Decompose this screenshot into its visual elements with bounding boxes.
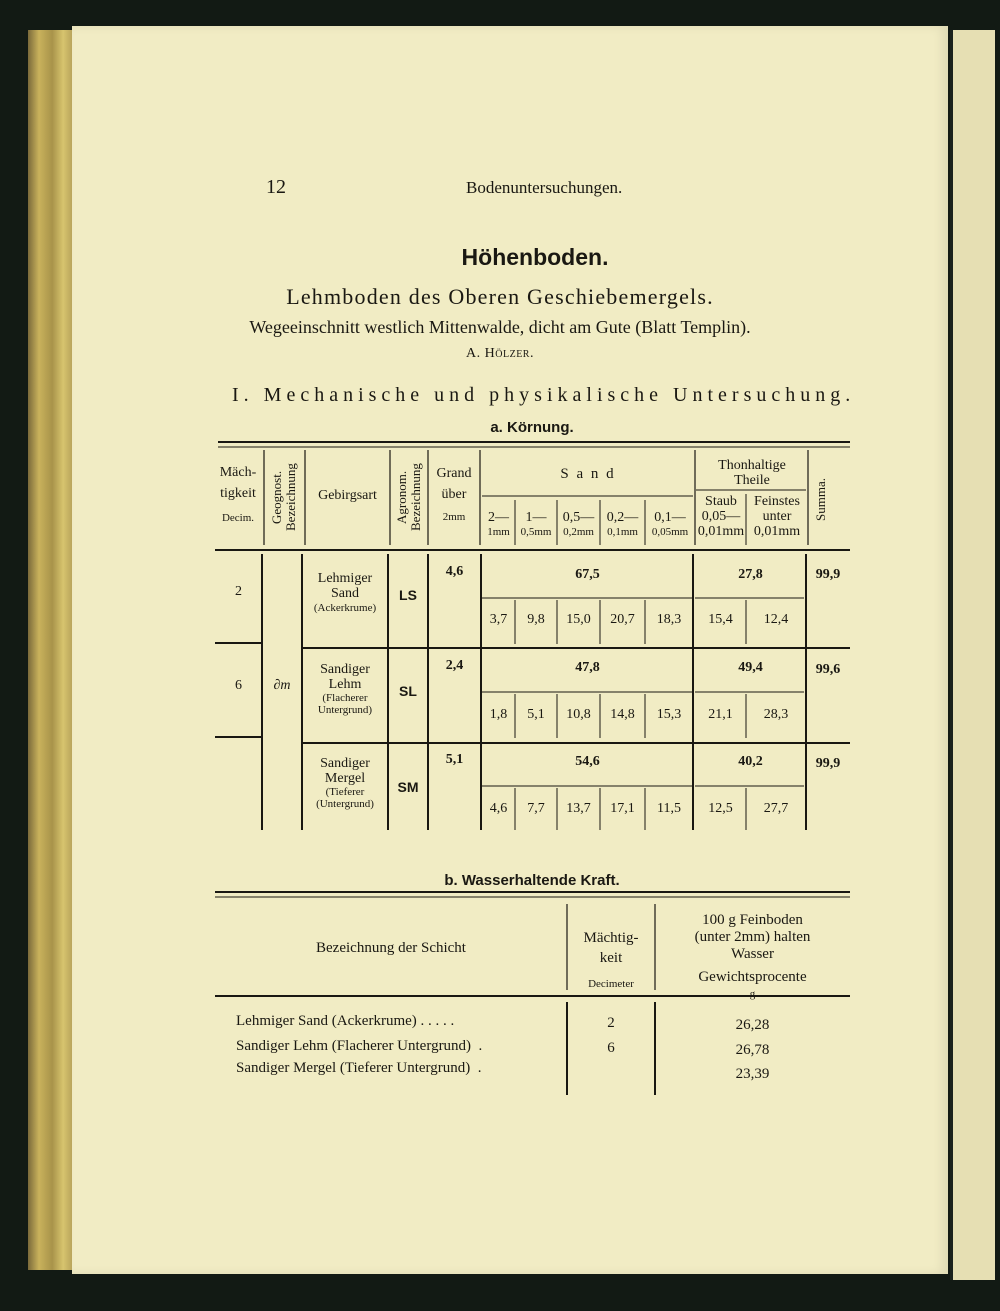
row-summa: 99,9 <box>815 756 841 771</box>
row-feinstes: 28,3 <box>763 707 789 722</box>
row-water-capacity: 26,78 <box>735 1042 770 1058</box>
row-soil-name: Lehmiger Sand (Ackerkrume) <box>313 571 377 614</box>
header-layer: Bezeichnung der Schicht <box>316 940 466 956</box>
header-grand: Grand über 2mm <box>436 466 472 523</box>
row-agronom: LS <box>399 587 417 603</box>
row-sand-1: 1,8 <box>489 707 508 722</box>
row-summa: 99,6 <box>815 662 841 677</box>
header-sand-col-1: 2— 1mm <box>487 510 510 538</box>
row-sand-3: 13,7 <box>566 801 591 816</box>
row-water-capacity: 23,39 <box>735 1066 770 1082</box>
header-feinstes: Feinstes unter 0,01mm <box>753 494 801 539</box>
row-sand-4: 17,1 <box>610 801 635 816</box>
row-sand-1: 3,7 <box>489 612 508 627</box>
row-agronom: SL <box>399 683 417 699</box>
row-summa: 99,9 <box>815 567 841 582</box>
row-water-capacity: 26,28 <box>735 1017 770 1033</box>
row-soil-name: Sandiger Lehm (Flacherer Untergrund) <box>317 662 373 716</box>
subsection-water: b. Wasserhaltende Kraft. <box>444 872 620 889</box>
row-sand-4: 20,7 <box>610 612 635 627</box>
row-sand-total: 67,5 <box>575 567 600 582</box>
row-sand-1: 4,6 <box>489 801 508 816</box>
row-thickness: 2 <box>235 584 242 599</box>
geognost-symbol: ∂m <box>273 678 291 693</box>
row-layer: Lehmiger Sand (Ackerkrume) . . . . . <box>236 1013 455 1029</box>
row-thon-total: 40,2 <box>738 754 763 769</box>
row-water-thickness: 2 <box>607 1015 615 1031</box>
row-feinstes: 12,4 <box>763 612 789 627</box>
header-sand: S a n d <box>560 466 616 482</box>
row-soil-name: Sandiger Mergel (Tieferer (Untergrund) <box>316 756 374 810</box>
header-water-capacity: 100 g Feinboden (unter 2mm) halten Wasser Gewichtsprocente g <box>694 912 811 1000</box>
subtitle: Lehmboden des Oberen Geschiebemergels. <box>286 284 714 309</box>
header-thickness: Mäch- tigkeit Decim. <box>219 465 257 524</box>
row-feinstes: 27,7 <box>763 801 789 816</box>
row-sand-5: 11,5 <box>657 801 681 816</box>
row-sand-5: 15,3 <box>656 707 682 722</box>
header-agronom: Agronom. Bezeichnung <box>394 463 423 531</box>
header-sand-col-2: 1— 0,5mm <box>520 510 552 538</box>
row-staub: 15,4 <box>708 612 733 627</box>
header-thonhaltige: Thonhaltige Theile <box>718 458 786 488</box>
row-water-thickness: 6 <box>607 1040 615 1056</box>
row-grand: 5,1 <box>445 752 464 767</box>
header-water-thickness: Mächtig- keit Decimeter <box>583 930 639 990</box>
row-sand-2: 9,8 <box>527 612 545 627</box>
row-thon-total: 27,8 <box>738 567 763 582</box>
header-gebirgsart: Gebirgsart <box>318 488 377 503</box>
author: A. Hölzer. <box>466 346 534 361</box>
row-staub: 21,1 <box>708 707 733 722</box>
row-sand-2: 5,1 <box>527 707 545 722</box>
header-sand-col-3: 0,5— 0,2mm <box>562 510 595 538</box>
row-sand-4: 14,8 <box>610 707 635 722</box>
row-sand-total: 54,6 <box>575 754 600 769</box>
row-sand-3: 15,0 <box>566 612 591 627</box>
header-sand-col-4: 0,2— 0,1mm <box>606 510 639 538</box>
row-sand-2: 7,7 <box>527 801 545 816</box>
row-thickness: 6 <box>235 678 242 693</box>
row-sand-5: 18,3 <box>656 612 682 627</box>
header-geognost: Geognost. Bezeichnung <box>269 463 298 531</box>
row-agronom: SM <box>397 779 419 795</box>
row-grand: 4,6 <box>445 564 464 579</box>
row-staub: 12,5 <box>708 801 733 816</box>
running-head: Bodenuntersuchungen. <box>466 178 623 197</box>
header-staub: Staub 0,05— 0,01mm <box>697 494 745 539</box>
row-layer: Sandiger Mergel (Tieferer Untergrund) . <box>236 1060 482 1076</box>
row-thon-total: 49,4 <box>738 660 763 675</box>
sample-location: Wegeeinschnitt westlich Mittenwalde, dicht am Gute (Blatt Templin). <box>249 317 751 337</box>
header-summa: Summa. <box>813 478 828 522</box>
section-heading: I. Mechanische und physikalische Untersuchung. <box>232 384 856 406</box>
row-layer: Sandiger Lehm (Flacherer Untergrund) . <box>236 1038 483 1054</box>
subsection-grain: a. Körnung. <box>490 419 574 436</box>
header-sand-col-5: 0,1— 0,05mm <box>651 510 689 538</box>
row-sand-3: 10,8 <box>566 707 591 722</box>
page-title: Höhenboden. <box>461 244 609 270</box>
row-grand: 2,4 <box>445 658 464 673</box>
page-number: 12 <box>266 176 286 198</box>
row-sand-total: 47,8 <box>575 660 600 675</box>
